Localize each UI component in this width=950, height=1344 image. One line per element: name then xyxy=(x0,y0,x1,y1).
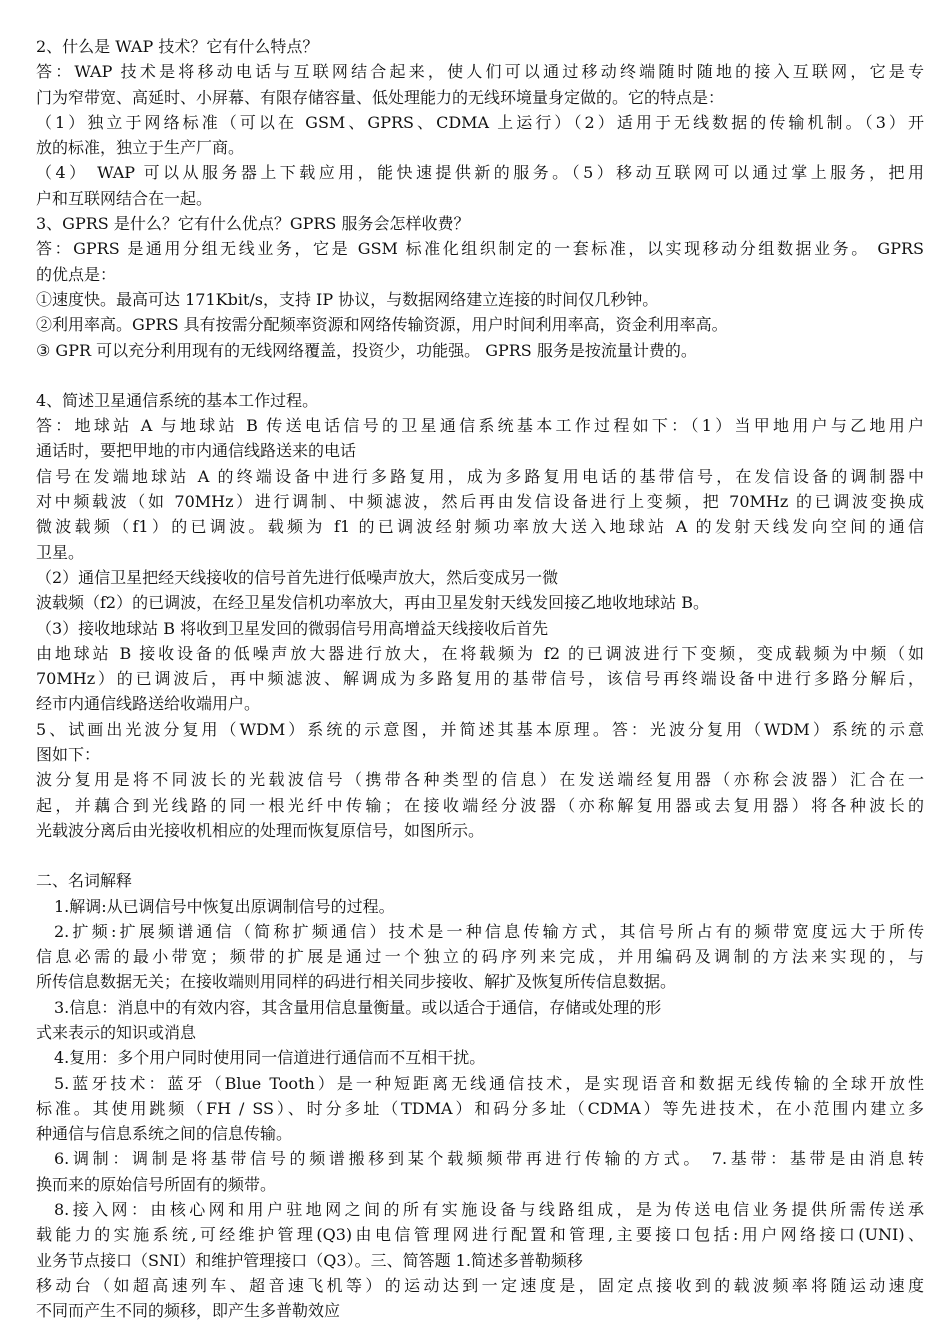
document-text-line: 答：地球站 A 与地球站 B 传送电话信号的卫星通信系统基本工作过程如下：（1）当甲地用户与乙地用户 xyxy=(36,416,924,436)
document-text-line: 放的标准，独立于生产厂商。 xyxy=(36,138,245,158)
document-text-line: 答：GPRS 是通用分组无线业务，它是 GSM 标准化组织制定的一套标准，以实现移动分组数据业务。 GPRS xyxy=(36,239,924,259)
document-text-line: 的优点是： xyxy=(36,264,117,284)
document-text-line: 起，并藕合到光线路的同一根光纤中传输；在接收端经分波器（亦称解复用器或去复用器）将各种波长的 xyxy=(36,795,924,815)
document-text-line: 不同而产生不同的频移，即产生多普勒效应 xyxy=(36,1301,341,1321)
document-text-line: 图如下： xyxy=(36,745,101,765)
document-text-line: 由地球站 B 接收设备的低噪声放大器进行放大，在将载频为 f2 的已调波进行下变频，变成载频为中频（如 xyxy=(36,643,924,663)
document-text-line: （2）通信卫星把经天线接收的信号首先进行低噪声放大，然后变成另一微 xyxy=(36,567,559,587)
document-text-line: 所传信息数据无关；在接收端则用同样的码进行相关同步接收、解扩及恢复所传信息数据。 xyxy=(36,972,677,992)
document-text-line: 答：WAP 技术是将移动电话与互联网结合起来，使人们可以通过移动终端随时随地的接入互联网，它是专 xyxy=(36,62,924,82)
document-text-line: 换而来的原始信号所固有的频带。 xyxy=(36,1174,277,1194)
document-text-line: ②利用率高。GPRS 具有按需分配频率资源和网络传输资源，用户时间利用率高，资金利用率高。 xyxy=(36,315,728,335)
document-text-line: 式来表示的知识或消息 xyxy=(36,1022,197,1042)
document-text-line: 波分复用是将不同波长的光载波信号（携带各种类型的信息）在发送端经复用器（亦称会波器）汇合在一 xyxy=(36,770,924,790)
document-text-line: 波载频（f2）的已调波，在经卫星发信机功率放大，再由卫星发射天线发回接乙地收地球站 B。 xyxy=(36,593,709,613)
document-text-line: 种通信与信息系统之间的信息传输。 xyxy=(36,1124,293,1144)
document-text-line: 5.蓝牙技术：蓝牙（Blue Tooth）是一种短距离无线通信技术，是实现语音和数据无线传输的全球开放性 xyxy=(54,1073,924,1093)
document-text-line: 6.调制：调制是将基带信号的频谱搬移到某个载频频带再进行传输的方式。 7.基带：基带是由消息转 xyxy=(54,1149,924,1169)
document-text-line: 经市内通信线路送给收端用户。 xyxy=(36,694,261,714)
document-text-line: 信号在发端地球站 A 的终端设备中进行多路复用，成为多路复用电话的基带信号，在发信设备的调制器中 xyxy=(36,466,924,486)
document-text-line: 8.接入网：由核心网和用户驻地网之间的所有实施设备与线路组成，是为传送电信业务提供所需传送承 xyxy=(54,1200,924,1220)
document-text-line: （3）接收地球站 B 将收到卫星发回的微弱信号用高增益天线接收后首先 xyxy=(36,618,549,638)
document-text-line: （4） WAP 可以从服务器上下载应用，能快速提供新的服务。（5）移动互联网可以通过掌上服务，把用 xyxy=(36,163,924,183)
document-text-line: 光载波分离后由光接收机相应的处理而恢复原信号，如图所示。 xyxy=(36,820,485,840)
document-text-line: 业务节点接口（SNI）和维护管理接口（Q3）。三、简答题 1.简述多普勒频移 xyxy=(36,1250,583,1270)
document-text-line: 移动台（如超高速列车、超音速飞机等）的运动达到一定速度是，固定点接收到的载波频率将随运动速度 xyxy=(36,1275,924,1295)
document-text-line: 标准。其使用跳频（FH / SS）、时分多址（TDMA）和码分多址（CDMA）等先进技术，在小范围内建立多 xyxy=(36,1098,924,1118)
document-text-line: 1.解调:从已调信号中恢复出原调制信号的过程。 xyxy=(54,896,395,916)
document-text-line: （1）独立于网络标准（可以在 GSM、GPRS、CDMA 上运行）（2）适用于无线数据的传输机制。（3）开 xyxy=(36,112,924,132)
document-text-line: 70MHz）的已调波后，再中频滤波、解调成为多路复用的基带信号，该信号再终端设备中进行多路分解后， xyxy=(36,669,924,689)
document-text-line: 门为窄带宽、高延时、小屏幕、有限存储容量、低处理能力的无线环境量身定做的。它的特点是： xyxy=(36,87,725,107)
document-text-line: 通话时，要把甲地的市内通信线路送来的电话 xyxy=(36,441,357,461)
document-text-line: 4.复用：多个用户同时使用同一信道进行通信而不互相干扰。 xyxy=(54,1048,486,1068)
document-text-line: 4、简述卫星通信系统的基本工作过程。 xyxy=(36,390,319,410)
document-text-line: 对中频载波（如 70MHz）进行调制、中频滤波，然后再由发信设备进行上变频，把 70MHz 的已调波变换成 xyxy=(36,492,924,512)
document-text-line: ①速度快。最高可达 171Kbit/s，支持 IP 协议，与数据网络建立连接的时间仅几秒钟。 xyxy=(36,289,659,309)
document-text-line: 2.扩频:扩展频谱通信（简称扩频通信）技术是一种信息传输方式，其信号所占有的频带宽度远大于所传 xyxy=(54,921,924,941)
document-text-line: 信息必需的最小带宽；频带的扩展是通过一个独立的码序列来完成，并用编码及调制的方法来实现的，与 xyxy=(36,947,924,967)
blank-line xyxy=(36,843,924,868)
document-text-line: 微波载频（f1）的已调波。载频为 f1 的已调波经射频功率放大送入地球站 A 的发射天线发向空间的通信 xyxy=(36,517,924,537)
document-text-line: 二、名词解释 xyxy=(36,871,133,891)
document-text-line: 载能力的实施系统,可经维护管理(Q3)由电信管理网进行配置和管理,主要接口包括:用户网络接口(UNI)、 xyxy=(36,1225,924,1245)
document-text-line: 卫星。 xyxy=(36,542,85,562)
blank-line xyxy=(36,363,924,388)
document-text-line: 2、什么是 WAP 技术？它有什么特点？ xyxy=(36,37,319,56)
document-text-line: 3.信息：消息中的有效内容，其含量用信息量衡量。或以适合于通信，存储或处理的形 xyxy=(54,997,662,1017)
document-text-line: 户和互联网结合在一起。 xyxy=(36,188,213,208)
document-text-line: 3、GPRS 是什么？它有什么优点？GPRS 服务会怎样收费？ xyxy=(36,214,470,234)
document-text-line: ③ GPR 可以充分利用现有的无线网络覆盖，投资少，功能强。 GPRS 服务是按流量计费的。 xyxy=(36,340,697,360)
document-text-line: 5、试画出光波分复用（WDM）系统的示意图，并简述其基本原理。答：光波分复用（WDM）系统的示意 xyxy=(36,719,924,739)
